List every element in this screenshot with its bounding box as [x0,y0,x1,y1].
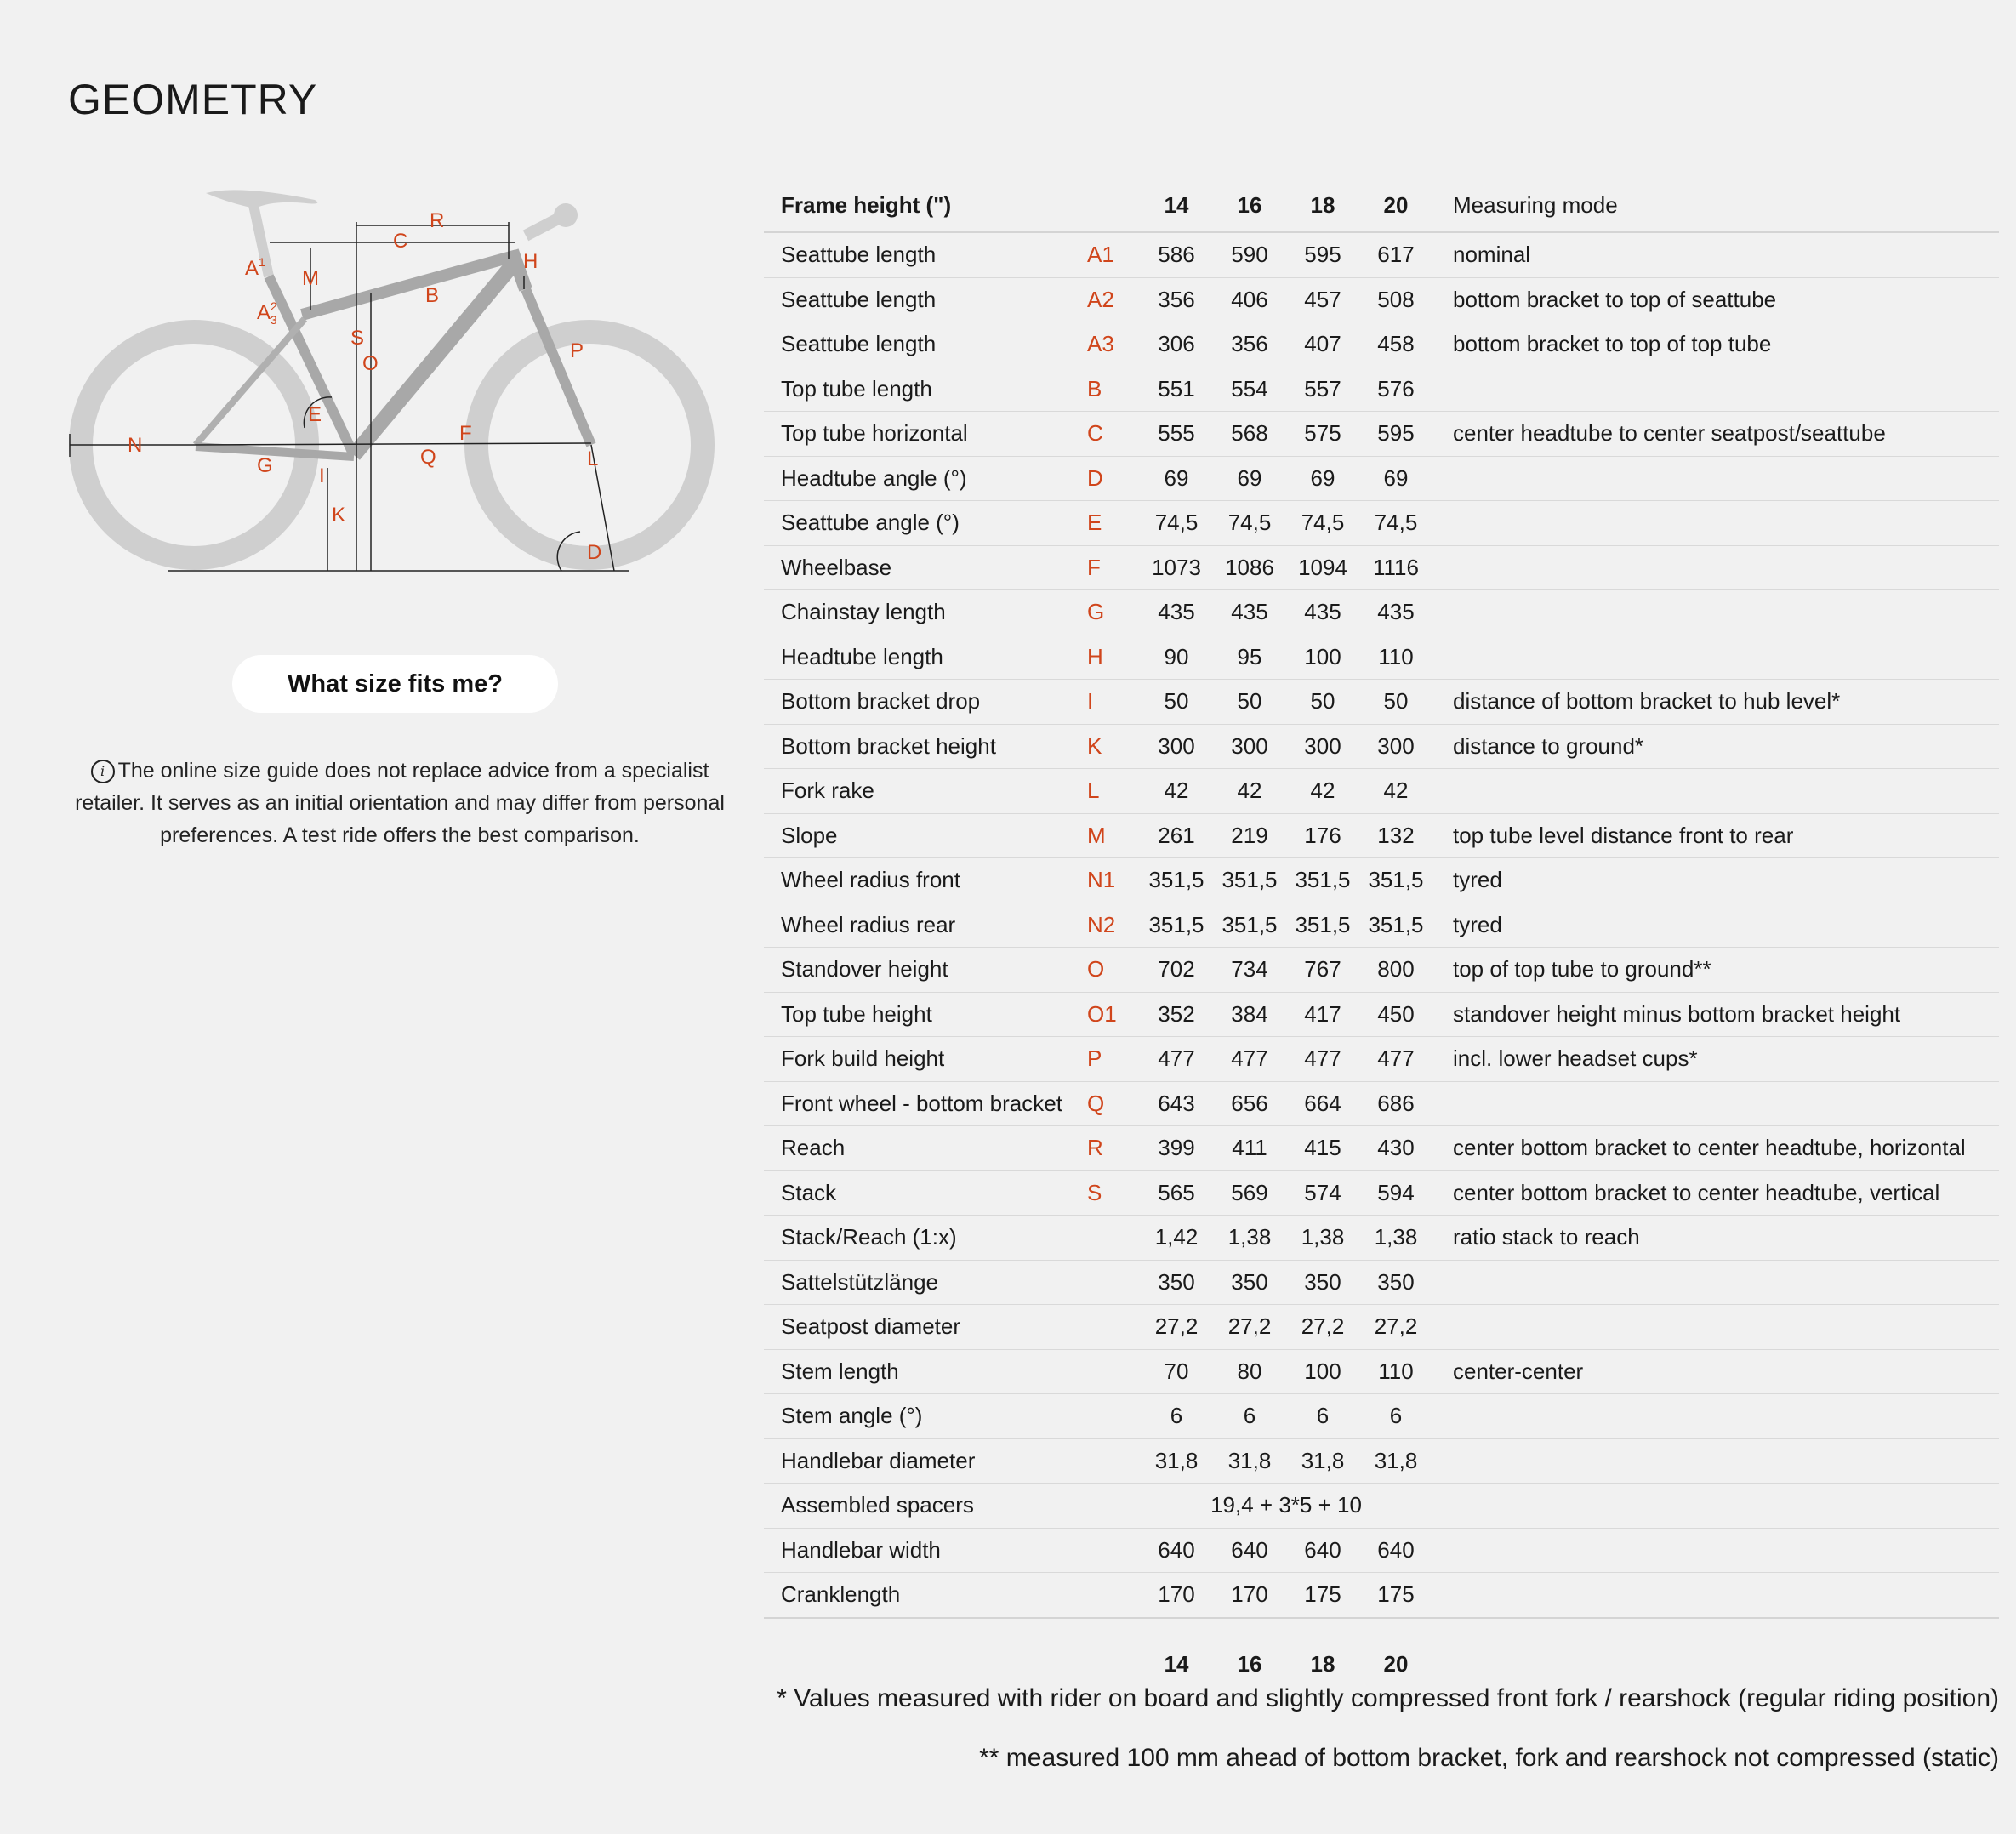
row-value: 1073 [1152,554,1201,580]
row-name: Cranklength [781,1581,901,1608]
row-value: 1,38 [1301,1224,1345,1250]
row-code: O1 [1087,1000,1117,1027]
row-measuring-mode: distance to ground* [1453,732,1644,759]
row-code [1087,1573,1140,1618]
table-row [764,1484,1999,1529]
row-value: 50 [1310,688,1335,715]
row-measuring-mode [1432,1573,1999,1618]
row-value: 170 [1158,1581,1195,1608]
row-measuring-mode: nominal [1453,242,1531,268]
row-code: N2 [1087,911,1116,937]
table-row [764,635,1999,680]
footnote-single-asterisk: * Values measured with rider on board and slightly compressed front fork / rearshock (regular riding position) [777,1684,1999,1712]
row-code: A3 [1087,331,1114,357]
row-value: 100 [1304,643,1341,669]
row-value: 477 [1158,1045,1195,1072]
table-row [764,322,1999,367]
row-value: 586 [1158,242,1195,268]
row-value: 595 [1304,242,1341,268]
row-code: C [1087,420,1103,447]
row-measuring-mode [1432,1528,1999,1573]
row-value: 555 [1158,420,1195,447]
row-name: Sattelstützlänge [781,1268,939,1295]
label-h: H [523,250,538,273]
row-value: 90 [1164,643,1189,669]
table-row [764,813,1999,858]
row-measuring-mode [1432,635,1999,680]
row-name: Wheel radius front [781,867,960,893]
row-measuring-mode [1432,1305,1999,1350]
row-name: Stem angle (°) [781,1403,923,1429]
row-measuring-mode: tyred [1453,911,1502,937]
row-measuring-mode [1432,1260,1999,1305]
row-value: 350 [1158,1268,1195,1295]
label-p: P [570,339,584,362]
row-name: Wheelbase [781,554,892,580]
row-value: 42 [1237,777,1262,804]
row-measuring-mode: center bottom bracket to center headtube, horizontal [1453,1135,1966,1161]
table-row [764,903,1999,948]
row-name: Handlebar diameter [781,1447,976,1473]
row-name: Front wheel - bottom bracket [781,1090,1062,1116]
row-value: 617 [1377,242,1415,268]
row-name: Stack [781,1179,837,1205]
row-value: 767 [1304,956,1341,982]
row-measuring-mode: top of top tube to ground** [1453,956,1711,982]
row-measuring-mode: incl. lower headset cups* [1453,1045,1698,1072]
size-guide-disclaimer [68,755,732,852]
row-value: 351,5 [1368,867,1424,893]
header-size: 16 [1237,191,1262,218]
row-value: 300 [1377,732,1415,759]
row-code: A1 [1087,242,1114,268]
row-value: 6 [1170,1403,1183,1429]
row-code: E [1087,510,1102,536]
row-code: G [1087,599,1105,625]
row-code: O [1087,956,1105,982]
row-value: 31,8 [1374,1447,1418,1473]
row-value: 664 [1304,1090,1341,1116]
row-code [1087,1394,1140,1439]
row-value: 435 [1377,599,1415,625]
row-code: K [1087,732,1102,759]
row-value: 306 [1158,331,1195,357]
row-value: 702 [1158,956,1195,982]
row-value: 176 [1304,822,1341,848]
row-value: 1,38 [1374,1224,1418,1250]
row-value: 435 [1158,599,1195,625]
table-row [764,1573,1999,1618]
row-code: R [1087,1135,1103,1161]
row-name: Seattube length [781,242,937,268]
row-value: 594 [1377,1179,1415,1205]
row-value: 1094 [1298,554,1347,580]
row-name: Fork build height [781,1045,945,1072]
row-value: 350 [1231,1268,1268,1295]
header-frame-height: Frame height (") [781,191,952,218]
row-value: 31,8 [1154,1447,1199,1473]
row-value: 352 [1158,1000,1195,1027]
row-value: 590 [1231,242,1268,268]
row-value: 351,5 [1222,867,1278,893]
table-row [764,1528,1999,1573]
row-code: P [1087,1045,1102,1072]
row-value: 69 [1237,464,1262,491]
header-size: 14 [1164,191,1189,218]
row-value: 356 [1158,286,1195,312]
row-measuring-mode [1432,501,1999,546]
row-value: 643 [1158,1090,1195,1116]
table-row [764,232,1999,277]
header-size: 20 [1383,191,1409,218]
row-value: 175 [1304,1581,1341,1608]
row-value: 100 [1304,1358,1341,1384]
label-d: D [587,541,602,564]
row-value: 417 [1304,1000,1341,1027]
row-value: 351,5 [1148,867,1204,893]
table-row [764,1394,1999,1439]
table-row [764,1170,1999,1216]
row-measuring-mode: ratio stack to reach [1453,1224,1640,1250]
row-measuring-mode: bottom bracket to top of seattube [1453,286,1777,312]
table-row [764,501,1999,546]
row-code [1087,1305,1140,1350]
row-measuring-mode [1432,456,1999,501]
row-value: 568 [1231,420,1268,447]
row-name: Standover height [781,956,948,982]
row-value: 350 [1377,1268,1415,1295]
row-code: A2 [1087,286,1114,312]
row-value: 565 [1158,1179,1195,1205]
table-row [764,948,1999,993]
row-value: 80 [1237,1358,1262,1384]
label-n: N [128,434,143,457]
row-code [1087,1216,1140,1261]
row-value: 640 [1231,1536,1268,1563]
table-header-row [764,179,1999,232]
footer-size: 20 [1383,1651,1409,1677]
row-value: 351,5 [1368,911,1424,937]
row-value: 656 [1231,1090,1268,1116]
label-b: B [425,284,440,307]
row-value: 457 [1304,286,1341,312]
handlebar [554,203,578,227]
row-value: 175 [1377,1581,1415,1608]
row-name: Top tube horizontal [781,420,968,447]
row-measuring-mode [1432,590,1999,635]
row-value: 300 [1158,732,1195,759]
table-row [764,277,1999,322]
row-code: F [1087,554,1101,580]
header-size: 18 [1310,191,1335,218]
row-value: 69 [1383,464,1409,491]
geometry-table [764,179,1999,1702]
row-value: 477 [1377,1045,1415,1072]
row-value: 800 [1377,956,1415,982]
label-a1: $A^1$ [245,255,265,280]
row-name: Wheel radius rear [781,911,956,937]
label-e: E [308,403,322,426]
footer-size: 16 [1237,1651,1262,1677]
row-measuring-mode [1432,769,1999,814]
row-value: 50 [1383,688,1409,715]
row-value: 356 [1231,331,1268,357]
row-value: 411 [1232,1135,1267,1161]
footnote-double-asterisk: ** measured 100 mm ahead of bottom bracket, fork and rearshock not compressed (static) [979,1744,1999,1772]
row-value: 110 [1378,1358,1414,1384]
row-value: 640 [1377,1536,1415,1563]
row-value: 415 [1304,1135,1341,1161]
row-value: 477 [1304,1045,1341,1072]
table-row [764,1349,1999,1394]
row-value: 50 [1164,688,1189,715]
label-m: M [302,267,319,290]
row-value: 1,38 [1227,1224,1272,1250]
row-value: 595 [1377,420,1415,447]
row-name: Headtube length [781,643,943,669]
label-r: R [430,209,445,232]
row-value: 734 [1231,956,1268,982]
table-row [764,1260,1999,1305]
table-row [764,1305,1999,1350]
row-value: 508 [1377,286,1415,312]
row-measuring-mode: bottom bracket to top of top tube [1453,331,1772,357]
size-guide-button[interactable]: What size fits me? [232,655,558,713]
footer-size: 14 [1164,1651,1189,1677]
row-measuring-mode [1432,367,1999,412]
label-k: K [332,504,346,527]
row-name: Seatpost diameter [781,1313,961,1340]
row-value: 42 [1383,777,1409,804]
row-name: Seattube length [781,331,937,357]
label-o: O [362,352,379,375]
row-value: 406 [1231,286,1268,312]
row-measuring-mode [1432,1484,1999,1529]
row-value: 435 [1304,599,1341,625]
saddle [206,190,317,208]
table-row [764,545,1999,590]
row-name: Assembled spacers [781,1492,974,1518]
row-code: D [1087,464,1103,491]
row-value: 575 [1304,420,1341,447]
row-value: 350 [1304,1268,1341,1295]
row-value: 351,5 [1148,911,1204,937]
row-value: 384 [1231,1000,1268,1027]
row-value: 1,42 [1154,1224,1199,1250]
row-value: 69 [1310,464,1335,491]
row-value: 27,2 [1374,1313,1418,1340]
table-row [764,992,1999,1037]
row-measuring-mode: center bottom bracket to center headtube, vertical [1453,1179,1940,1205]
row-value: 351,5 [1222,911,1278,937]
row-value: 6 [1316,1403,1330,1429]
row-name: Top tube height [781,1000,932,1027]
row-code [1087,1438,1140,1484]
row-measuring-mode: distance of bottom bracket to hub level* [1453,688,1841,715]
row-name: Seattube angle (°) [781,510,960,536]
label-s: S [350,327,365,350]
table-row [764,1081,1999,1126]
label-i: I [319,464,325,487]
row-value: 69 [1164,464,1189,491]
row-name: Bottom bracket drop [781,688,981,715]
row-value: 640 [1158,1536,1195,1563]
page-title: GEOMETRY [68,76,318,123]
row-value: 576 [1377,375,1415,402]
row-measuring-mode: top tube level distance front to rear [1453,822,1794,848]
label-c: C [393,230,408,253]
disclaimer-text: The online size guide does not replace advice from a specialist retailer. It serves as an initial orientation and may differ from personal preferences. A test ride offers the best comparison. [75,759,725,847]
row-name: Reach [781,1135,846,1161]
row-value: 74,5 [1227,510,1272,536]
table-row [764,724,1999,769]
row-value: 430 [1377,1135,1415,1161]
table-row [764,1216,1999,1261]
row-code: M [1087,822,1106,848]
row-measuring-mode: center-center [1453,1358,1584,1384]
row-code: H [1087,643,1103,669]
row-value: 407 [1304,331,1341,357]
row-value: 574 [1304,1179,1341,1205]
row-value: 27,2 [1301,1313,1345,1340]
row-code: S [1087,1179,1102,1205]
row-code [1087,1349,1140,1394]
row-value: 219 [1231,822,1268,848]
row-code [1087,1260,1140,1305]
row-value: 170 [1231,1581,1268,1608]
row-name: Fork rake [781,777,874,804]
row-value: 110 [1378,643,1414,669]
label-g: G [257,454,273,477]
row-value: 300 [1304,732,1341,759]
row-value: 6 [1389,1403,1403,1429]
row-value: 686 [1377,1090,1415,1116]
row-value: 132 [1377,822,1415,848]
row-value: 95 [1237,643,1262,669]
row-code: I [1087,688,1094,715]
row-code [1087,1484,1140,1529]
row-value: 554 [1231,375,1268,402]
row-value: 300 [1231,732,1268,759]
row-value: 435 [1231,599,1268,625]
row-value: 6 [1243,1403,1256,1429]
row-value: 351,5 [1295,911,1351,937]
row-value: 1086 [1225,554,1274,580]
row-value: 50 [1237,688,1262,715]
row-value: 640 [1304,1536,1341,1563]
row-value: 42 [1310,777,1335,804]
row-value: 1116 [1373,554,1419,580]
table-row [764,1037,1999,1082]
row-code: B [1087,375,1102,402]
row-value: 351,5 [1295,867,1351,893]
row-name: Stack/Reach (1:x) [781,1224,957,1250]
table-row [764,680,1999,725]
row-measuring-mode: center headtube to center seatpost/seattube [1453,420,1886,447]
table-row [764,858,1999,903]
row-value: 31,8 [1227,1447,1272,1473]
table-row [764,1438,1999,1484]
row-value: 27,2 [1154,1313,1199,1340]
row-value: 569 [1231,1179,1268,1205]
header-measuring-mode: Measuring mode [1453,191,1618,218]
row-name: Handlebar width [781,1536,941,1563]
row-value: 74,5 [1374,510,1418,536]
table-row [764,456,1999,501]
table-row [764,412,1999,457]
table-row [764,1126,1999,1171]
row-name: Slope [781,822,838,848]
row-code: N1 [1087,867,1116,893]
row-name: Headtube angle (°) [781,464,967,491]
row-value: 551 [1158,375,1195,402]
row-name: Bottom bracket height [781,732,996,759]
row-value: 31,8 [1301,1447,1345,1473]
fork [526,289,591,445]
row-value: 261 [1158,822,1195,848]
table-row [764,367,1999,412]
row-value-span: 19,4 + 3*5 + 10 [1210,1492,1362,1518]
row-value: 399 [1158,1135,1195,1161]
row-measuring-mode [1432,545,1999,590]
row-value: 477 [1231,1045,1268,1072]
chain-stay [196,447,354,457]
row-name: Top tube length [781,375,932,402]
row-value: 74,5 [1154,510,1199,536]
row-value: 70 [1164,1358,1189,1384]
row-name: Seattube length [781,286,937,312]
row-code [1087,1528,1140,1573]
header-code [1087,179,1140,232]
row-measuring-mode [1432,1081,1999,1126]
row-value: 74,5 [1301,510,1345,536]
row-name: Chainstay length [781,599,946,625]
row-measuring-mode: tyred [1453,867,1502,893]
table-row [764,769,1999,814]
row-value: 557 [1304,375,1341,402]
geometry-diagram [60,174,732,583]
row-measuring-mode [1432,1438,1999,1484]
table-row [764,590,1999,635]
row-value: 450 [1377,1000,1415,1027]
row-value: 27,2 [1227,1313,1272,1340]
label-l: L [587,447,599,470]
footer-size: 18 [1310,1651,1335,1677]
row-value: 42 [1164,777,1189,804]
row-code: Q [1087,1090,1105,1116]
row-measuring-mode: standover height minus bottom bracket height [1453,1000,1901,1027]
row-value: 458 [1377,331,1415,357]
label-q: Q [420,446,436,469]
row-name: Stem length [781,1358,899,1384]
row-code: L [1087,777,1100,804]
info-icon: i [91,760,115,783]
label-f: F [459,422,472,445]
label-a23: $A^2$ 3 [257,299,277,327]
row-measuring-mode [1432,1394,1999,1439]
